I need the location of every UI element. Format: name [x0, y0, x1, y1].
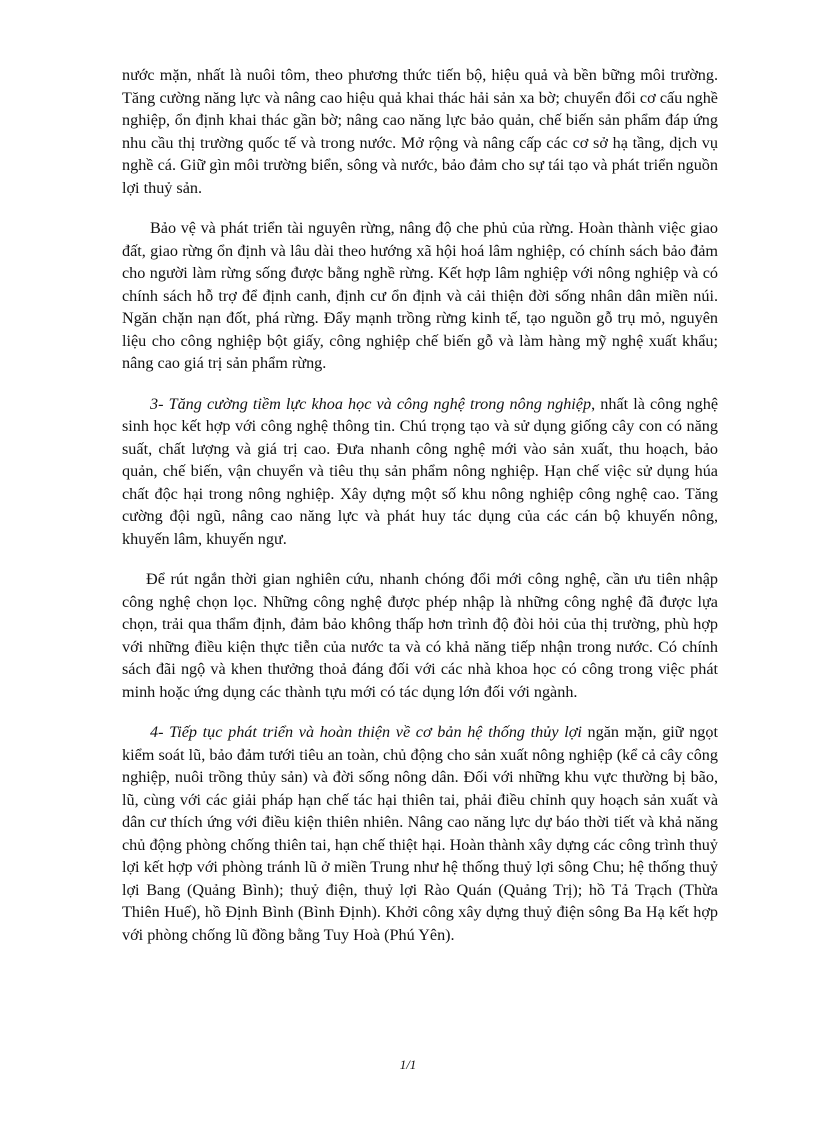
- paragraph-irrigation: [122, 721, 718, 946]
- page-number: 1/1: [399, 1057, 417, 1072]
- paragraph-technology-import: [122, 568, 718, 703]
- document-body: [122, 64, 718, 946]
- paragraph-science-technology: [122, 393, 718, 551]
- paragraph-text: , nhất là công nghệ sinh học kết hợp với công nghệ thông tin. Chú trọng tạo và sử dụng giống cây con có năng suất, chất lượng và giá trị cao. Đưa nhanh công nghệ mới vào sản xuất, thu hoạch, bảo quản, chế biến, vận chuyển và tiêu thụ sản phẩm nông nghiệp. Hạn chế việc sử dụng húa chất độc hại trong nông nghiệp. Xây dựng một số khu nông nghiệp công nghệ cao. Tăng cường đội ngũ, nâng cao năng lực và phát huy tác dụng của các cán bộ khuyến nông, khuyến lâm, khuyến ngư.: [122, 394, 719, 548]
- paragraph-aquaculture: [122, 64, 718, 199]
- section-heading-3: 3- Tăng cường tiềm lực khoa học và công nghệ trong nông nghiệp: [150, 394, 592, 413]
- section-heading-4: 4- Tiếp tục phát triển và hoàn thiện về cơ bản hệ thống thủy lợi: [150, 723, 582, 741]
- paragraph-text: nước mặn, nhất là nuôi tôm, theo phương thức tiến bộ, hiệu quả và bền bững môi trường. Tăng cường năng lực và nâng cao hiệu quả khai thác hải sản xa bờ; chuyển đổi cơ cấu nghề nghiệp, ổn định khai thác gần bờ; nâng cao năng lực bảo quản, chế biến sản phẩm đáp ứng nhu cầu thị trường quốc tế và trong nước. Mở rộng và nâng cấp các cơ sở hạ tầng, dịch vụ nghề cá. Giữ gìn môi trường biển, sông và nước, bảo đảm cho sự tái tạo và phát triển nguồn lợi thuỷ sản.: [122, 66, 718, 197]
- paragraph-text: ngăn mặn, giữ ngọt kiểm soát lũ, bảo đảm tưới tiêu an toàn, chủ động cho sản xuất nông nghiệp (kể cả cây công nghiệp, nuôi trồng thủy sản) và đời sống nông dân. Đối với những khu vực thường bị bão, lũ, cùng với các giải pháp hạn chế tác hại thiên tai, phải điều chỉnh quy hoạch sản xuất và dân cư thích ứng với điều kiện thiên nhiên. Nâng cao năng lực dự báo thời tiết và khả năng chủ động phòng chống thiên tai, hạn chế thiệt hại. Hoàn thành xây dựng các công trình thuỷ lợi kết hợp với phòng tránh lũ ở miền Trung như hệ thống thuỷ lợi sông Chu; hệ thống thuỷ lợi Bang (Quảng Bình); thuỷ điện, thuỷ lợi Rào Quán (Quảng Trị); hồ Tả Trạch (Thừa Thiên Huế), hồ Định Bình (Bình Định). Khởi công xây dựng thuỷ điện sông Ba Hạ kết hợp với phòng chống lũ đồng bằng Tuy Hoà (Phú Yên).: [122, 723, 718, 944]
- paragraph-text: Bảo vệ và phát triển tài nguyên rừng, nâng độ che phủ của rừng. Hoàn thành việc giao đất, giao rừng ổn định và lâu dài theo hướng xã hội hoá lâm nghiệp, có chính sách bảo đảm cho người làm rừng sống được bằng nghề rừng. Kết hợp lâm nghiệp với nông nghiệp và có chính sách hỗ trợ để định canh, định cư ổn định và cải thiện đời sống nhân dân miền núi. Ngăn chặn nạn đốt, phá rừng. Đẩy mạnh trồng rừng kinh tế, tạo nguồn gỗ trụ mỏ, nguyên liệu cho công nghiệp bột giấy, công nghiệp chế biến gỗ và làm hàng mỹ nghệ xuất khẩu; nâng cao giá trị sản phẩm rừng.: [122, 219, 718, 372]
- paragraph-forestry: [122, 217, 718, 375]
- paragraph-text: Để rút ngắn thời gian nghiên cứu, nhanh chóng đổi mới công nghệ, cần ưu tiên nhập công nghệ chọn lọc. Những công nghệ được phép nhập là những công nghệ đã được lựa chọn, trải qua thẩm định, đảm bảo không thấp hơn trình độ đòi hỏi của thị trường, phù hợp với những điều kiện thực tiễn của nước ta và có khả năng tiếp nhận trong nước. Có chính sách đãi ngộ và khen thưởng thoả đáng đối với các nhà khoa học có công trong việc phát minh hoặc ứng dụng các thành tựu mới có tác dụng lớn đối với ngành.: [122, 570, 718, 701]
